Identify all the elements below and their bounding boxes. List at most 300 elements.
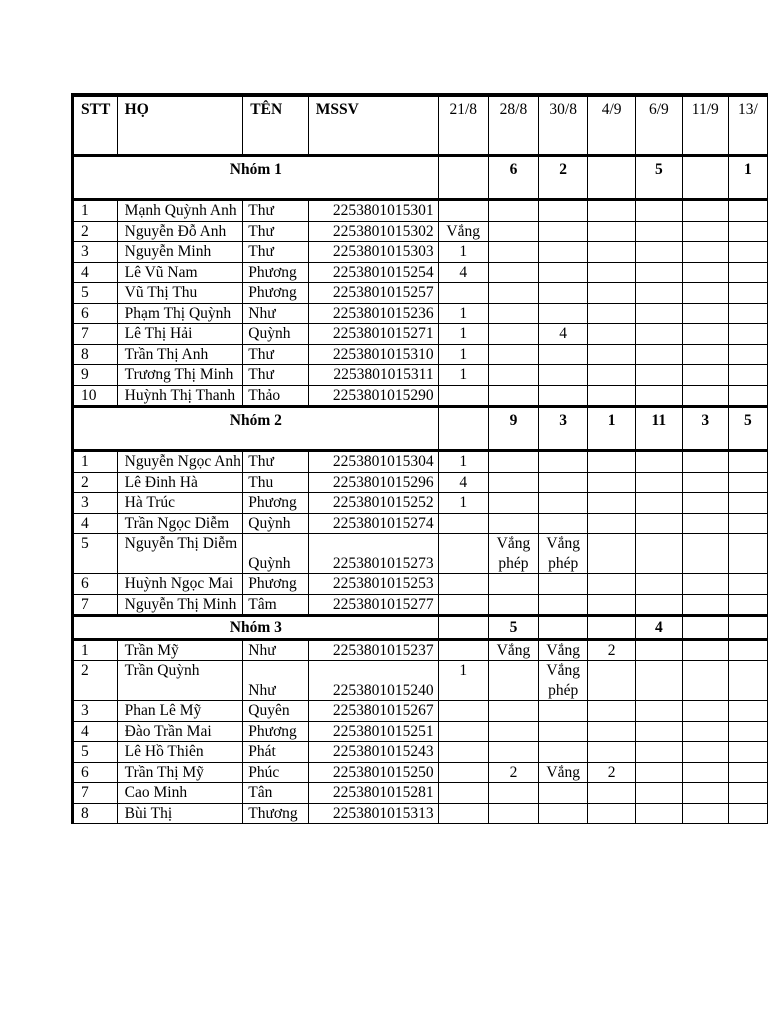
attendance-cell: 4 — [438, 472, 488, 493]
ten-cell: Thư — [243, 344, 309, 365]
attendance-cell — [539, 451, 588, 473]
attendance-cell — [488, 803, 538, 824]
mssv-cell: 2253801015251 — [308, 721, 438, 742]
ho-cell: Lê Đinh Hà — [117, 472, 243, 493]
stt-cell: 1 — [73, 451, 118, 473]
attendance-cell — [635, 262, 682, 283]
attendance-cell — [488, 661, 538, 701]
attendance-cell — [539, 594, 588, 616]
stt-cell: 4 — [73, 513, 118, 534]
group-total-cell: 2 — [539, 156, 588, 200]
stt-cell: 4 — [73, 262, 118, 283]
header-stt: STT — [73, 95, 118, 156]
attendance-cell — [728, 385, 767, 407]
attendance-cell — [588, 365, 636, 386]
attendance-cell — [682, 639, 728, 661]
header-mssv: MSSV — [308, 95, 438, 156]
attendance-cell — [588, 701, 636, 722]
attendance-cell — [488, 242, 538, 263]
mssv-cell: 2253801015296 — [308, 472, 438, 493]
attendance-cell — [682, 534, 728, 574]
attendance-cell — [438, 701, 488, 722]
attendance-cell — [682, 385, 728, 407]
attendance-cell — [728, 803, 767, 824]
stt-cell: 6 — [73, 574, 118, 595]
stt-cell: 2 — [73, 661, 118, 701]
attendance-cell — [588, 242, 636, 263]
attendance-sheet — [71, 93, 768, 824]
attendance-cell — [588, 451, 636, 473]
attendance-cell — [438, 513, 488, 534]
attendance-cell — [488, 783, 538, 804]
attendance-cell — [682, 324, 728, 345]
attendance-cell — [728, 242, 767, 263]
ho-cell: Nguyễn Ngọc Anh — [117, 451, 243, 473]
attendance-cell — [635, 574, 682, 595]
attendance-cell — [728, 721, 767, 742]
attendance-cell — [488, 451, 538, 473]
attendance-cell — [539, 742, 588, 763]
attendance-cell: 2 — [588, 762, 636, 783]
stt-cell: 2 — [73, 221, 118, 242]
ten-cell: Phương — [243, 721, 309, 742]
stt-cell: 5 — [73, 742, 118, 763]
attendance-cell — [728, 513, 767, 534]
table-row — [73, 742, 768, 763]
attendance-cell — [682, 221, 728, 242]
ho-cell: Lê Hồ Thiên — [117, 742, 243, 763]
header-date: 13/ — [728, 95, 767, 156]
header-date: 11/9 — [682, 95, 728, 156]
attendance-cell — [539, 200, 588, 222]
group-total-cell: 5 — [488, 616, 538, 640]
group-total-cell: 1 — [588, 407, 636, 451]
attendance-cell — [635, 324, 682, 345]
ho-cell: Cao Minh — [117, 783, 243, 804]
attendance-cell — [588, 221, 636, 242]
header-date: 4/9 — [588, 95, 636, 156]
table-row — [73, 385, 768, 407]
mssv-cell: 2253801015301 — [308, 200, 438, 222]
stt-cell: 8 — [73, 803, 118, 824]
attendance-cell — [728, 200, 767, 222]
ten-cell: Quỳnh — [243, 513, 309, 534]
group-row — [73, 407, 768, 451]
attendance-cell — [728, 221, 767, 242]
attendance-cell: Vắng — [539, 639, 588, 661]
attendance-cell — [539, 262, 588, 283]
attendance-cell — [438, 574, 488, 595]
attendance-cell — [588, 324, 636, 345]
attendance-cell — [635, 221, 682, 242]
attendance-cell — [635, 472, 682, 493]
ten-cell: Thư — [243, 365, 309, 386]
attendance-cell — [682, 262, 728, 283]
table-row — [73, 803, 768, 824]
attendance-cell — [438, 803, 488, 824]
table-row — [73, 344, 768, 365]
header-ho: HỌ — [117, 95, 243, 156]
attendance-cell — [539, 303, 588, 324]
ten-cell: Quỳnh — [243, 324, 309, 345]
mssv-cell: 2253801015253 — [308, 574, 438, 595]
attendance-cell — [488, 721, 538, 742]
attendance-cell — [728, 262, 767, 283]
stt-cell: 7 — [73, 594, 118, 616]
attendance-cell — [438, 283, 488, 304]
attendance-cell — [438, 742, 488, 763]
stt-cell: 7 — [73, 783, 118, 804]
attendance-cell — [488, 493, 538, 514]
ho-cell: Trần Ngọc Diễm — [117, 513, 243, 534]
ten-cell: Thương — [243, 803, 309, 824]
table-row — [73, 451, 768, 473]
attendance-cell — [588, 493, 636, 514]
attendance-cell — [488, 344, 538, 365]
group-name: Nhóm 2 — [73, 407, 439, 451]
attendance-cell — [682, 493, 728, 514]
attendance-cell: 1 — [438, 365, 488, 386]
attendance-cell — [728, 451, 767, 473]
attendance-cell: 1 — [438, 324, 488, 345]
header-date: 6/9 — [635, 95, 682, 156]
attendance-cell — [728, 594, 767, 616]
header-date: 28/8 — [488, 95, 538, 156]
mssv-cell: 2253801015273 — [308, 534, 438, 574]
mssv-cell: 2253801015274 — [308, 513, 438, 534]
attendance-cell — [488, 742, 538, 763]
attendance-cell — [728, 701, 767, 722]
ho-cell: Lê Thị Hải — [117, 324, 243, 345]
table-row — [73, 365, 768, 386]
attendance-cell: Vắng — [438, 221, 488, 242]
attendance-cell — [682, 701, 728, 722]
attendance-cell — [588, 803, 636, 824]
ho-cell: Trần Thị Mỹ — [117, 762, 243, 783]
attendance-cell — [728, 574, 767, 595]
attendance-cell — [488, 701, 538, 722]
attendance-cell — [588, 534, 636, 574]
ten-cell: Phúc — [243, 762, 309, 783]
attendance-cell — [682, 803, 728, 824]
attendance-cell — [539, 242, 588, 263]
attendance-cell — [682, 594, 728, 616]
stt-cell: 7 — [73, 324, 118, 345]
attendance-cell: Vắng phép — [488, 534, 538, 574]
attendance-cell — [438, 639, 488, 661]
ho-cell: Huỳnh Thị Thanh — [117, 385, 243, 407]
attendance-cell — [488, 574, 538, 595]
ten-cell: Như — [243, 639, 309, 661]
attendance-cell — [588, 303, 636, 324]
ten-cell: Quyên — [243, 701, 309, 722]
ten-cell: Phát — [243, 742, 309, 763]
attendance-cell — [588, 472, 636, 493]
table-row — [73, 639, 768, 661]
mssv-cell: 2253801015310 — [308, 344, 438, 365]
mssv-cell: 2253801015243 — [308, 742, 438, 763]
stt-cell: 2 — [73, 472, 118, 493]
attendance-cell — [488, 303, 538, 324]
attendance-cell — [682, 513, 728, 534]
stt-cell: 8 — [73, 344, 118, 365]
ten-cell: Quỳnh — [243, 534, 309, 574]
group-total-cell: 9 — [488, 407, 538, 451]
group-total-cell — [438, 616, 488, 640]
attendance-cell: 1 — [438, 303, 488, 324]
ten-cell: Tân — [243, 783, 309, 804]
attendance-cell — [588, 742, 636, 763]
attendance-cell: 4 — [539, 324, 588, 345]
table-row — [73, 324, 768, 345]
ho-cell: Hà Trúc — [117, 493, 243, 514]
attendance-cell: 1 — [438, 242, 488, 263]
mssv-cell: 2253801015281 — [308, 783, 438, 804]
ho-cell: Huỳnh Ngọc Mai — [117, 574, 243, 595]
attendance-cell — [635, 493, 682, 514]
ho-cell: Trương Thị Minh — [117, 365, 243, 386]
group-total-cell — [682, 616, 728, 640]
ho-cell: Nguyễn Thị Diễm — [117, 534, 243, 574]
attendance-cell — [728, 762, 767, 783]
attendance-cell — [588, 783, 636, 804]
attendance-cell — [728, 493, 767, 514]
mssv-cell: 2253801015250 — [308, 762, 438, 783]
mssv-cell: 2253801015237 — [308, 639, 438, 661]
stt-cell: 1 — [73, 639, 118, 661]
attendance-cell — [635, 365, 682, 386]
attendance-cell — [728, 344, 767, 365]
attendance-cell — [682, 783, 728, 804]
attendance-cell — [728, 534, 767, 574]
table-row — [73, 762, 768, 783]
group-total-cell — [438, 407, 488, 451]
group-total-cell: 3 — [539, 407, 588, 451]
table-row — [73, 701, 768, 722]
mssv-cell: 2253801015290 — [308, 385, 438, 407]
attendance-cell — [728, 365, 767, 386]
group-total-cell — [728, 616, 767, 640]
attendance-cell — [682, 574, 728, 595]
attendance-cell — [539, 721, 588, 742]
attendance-cell — [539, 365, 588, 386]
attendance-cell — [728, 661, 767, 701]
stt-cell: 6 — [73, 762, 118, 783]
stt-cell: 5 — [73, 283, 118, 304]
attendance-cell — [588, 721, 636, 742]
mssv-cell: 2253801015313 — [308, 803, 438, 824]
attendance-cell — [539, 513, 588, 534]
attendance-cell — [588, 262, 636, 283]
attendance-cell — [635, 639, 682, 661]
attendance-cell — [539, 701, 588, 722]
group-row — [73, 616, 768, 640]
attendance-cell — [539, 472, 588, 493]
attendance-cell — [488, 200, 538, 222]
attendance-cell — [682, 303, 728, 324]
attendance-cell — [488, 262, 538, 283]
attendance-cell — [682, 762, 728, 783]
attendance-cell — [438, 721, 488, 742]
group-total-cell: 4 — [635, 616, 682, 640]
mssv-cell: 2253801015257 — [308, 283, 438, 304]
stt-cell: 9 — [73, 365, 118, 386]
stt-cell: 1 — [73, 200, 118, 222]
ho-cell: Nguyễn Đỗ Anh — [117, 221, 243, 242]
attendance-cell — [728, 324, 767, 345]
attendance-cell — [635, 513, 682, 534]
attendance-cell — [728, 283, 767, 304]
attendance-cell — [635, 594, 682, 616]
mssv-cell: 2253801015304 — [308, 451, 438, 473]
group-row — [73, 156, 768, 200]
attendance-cell — [728, 783, 767, 804]
attendance-cell — [539, 283, 588, 304]
stt-cell: 5 — [73, 534, 118, 574]
attendance-cell — [588, 513, 636, 534]
attendance-cell — [635, 344, 682, 365]
ten-cell: Như — [243, 303, 309, 324]
attendance-cell — [488, 472, 538, 493]
table-row — [73, 303, 768, 324]
table-row — [73, 200, 768, 222]
attendance-cell: 2 — [588, 639, 636, 661]
attendance-cell — [682, 344, 728, 365]
ten-cell: Phương — [243, 283, 309, 304]
stt-cell: 3 — [73, 242, 118, 263]
group-total-cell: 3 — [682, 407, 728, 451]
attendance-cell — [588, 661, 636, 701]
attendance-cell — [682, 742, 728, 763]
group-total-cell — [438, 156, 488, 200]
attendance-cell: 1 — [438, 661, 488, 701]
mssv-cell: 2253801015240 — [308, 661, 438, 701]
ten-cell: Thư — [243, 242, 309, 263]
attendance-cell — [488, 365, 538, 386]
ten-cell: Phương — [243, 493, 309, 514]
attendance-cell — [488, 283, 538, 304]
group-total-cell — [588, 616, 636, 640]
attendance-cell — [682, 365, 728, 386]
ten-cell: Tâm — [243, 594, 309, 616]
ho-cell: Mạnh Quỳnh Anh — [117, 200, 243, 222]
group-total-cell — [539, 616, 588, 640]
attendance-cell — [635, 783, 682, 804]
table-row — [73, 594, 768, 616]
attendance-cell — [682, 721, 728, 742]
attendance-cell — [539, 221, 588, 242]
attendance-cell: 2 — [488, 762, 538, 783]
attendance-cell: 4 — [438, 262, 488, 283]
attendance-cell — [588, 594, 636, 616]
attendance-cell — [635, 283, 682, 304]
attendance-cell — [588, 385, 636, 407]
header-row — [73, 95, 768, 156]
table-row — [73, 513, 768, 534]
attendance-cell — [588, 344, 636, 365]
mssv-cell: 2253801015277 — [308, 594, 438, 616]
group-total-cell: 6 — [488, 156, 538, 200]
table-row — [73, 721, 768, 742]
attendance-cell — [635, 803, 682, 824]
table-body — [73, 156, 768, 824]
ho-cell: Phạm Thị Quỳnh — [117, 303, 243, 324]
attendance-cell: 1 — [438, 451, 488, 473]
group-total-cell: 5 — [635, 156, 682, 200]
attendance-cell — [635, 451, 682, 473]
attendance-cell — [682, 472, 728, 493]
header-ten: TÊN — [243, 95, 309, 156]
group-total-cell — [682, 156, 728, 200]
ho-cell: Trần Thị Anh — [117, 344, 243, 365]
attendance-cell — [539, 803, 588, 824]
mssv-cell: 2253801015271 — [308, 324, 438, 345]
table-row — [73, 493, 768, 514]
attendance-cell — [635, 303, 682, 324]
ten-cell: Phương — [243, 574, 309, 595]
attendance-cell — [488, 221, 538, 242]
attendance-cell — [682, 242, 728, 263]
group-name: Nhóm 3 — [73, 616, 439, 640]
mssv-cell: 2253801015267 — [308, 701, 438, 722]
attendance-cell — [728, 303, 767, 324]
attendance-cell — [539, 783, 588, 804]
ho-cell: Đào Trần Mai — [117, 721, 243, 742]
ho-cell: Nguyễn Thị Minh — [117, 594, 243, 616]
attendance-cell — [539, 385, 588, 407]
table-row — [73, 574, 768, 595]
attendance-cell — [728, 472, 767, 493]
attendance-cell — [588, 574, 636, 595]
mssv-cell: 2253801015303 — [308, 242, 438, 263]
ho-cell: Phan Lê Mỹ — [117, 701, 243, 722]
stt-cell: 6 — [73, 303, 118, 324]
attendance-cell — [635, 661, 682, 701]
attendance-cell — [438, 534, 488, 574]
attendance-cell — [728, 742, 767, 763]
attendance-cell — [682, 200, 728, 222]
attendance-cell — [635, 742, 682, 763]
attendance-cell — [438, 594, 488, 616]
attendance-cell — [488, 324, 538, 345]
stt-cell: 4 — [73, 721, 118, 742]
attendance-cell — [539, 493, 588, 514]
attendance-cell: Vắng phép — [539, 661, 588, 701]
table-row — [73, 534, 768, 574]
ten-cell: Như — [243, 661, 309, 701]
ho-cell: Trần Mỹ — [117, 639, 243, 661]
group-total-cell — [588, 156, 636, 200]
attendance-cell: Vắng phép — [539, 534, 588, 574]
attendance-cell — [635, 200, 682, 222]
attendance-cell — [635, 534, 682, 574]
header-date: 30/8 — [539, 95, 588, 156]
attendance-cell — [588, 200, 636, 222]
attendance-cell — [438, 762, 488, 783]
attendance-cell — [438, 385, 488, 407]
ten-cell: Thư — [243, 200, 309, 222]
ten-cell: Thư — [243, 451, 309, 473]
attendance-cell — [488, 385, 538, 407]
attendance-cell — [635, 721, 682, 742]
group-total-cell: 11 — [635, 407, 682, 451]
mssv-cell: 2253801015302 — [308, 221, 438, 242]
ten-cell: Thảo — [243, 385, 309, 407]
attendance-cell — [438, 200, 488, 222]
attendance-cell — [488, 513, 538, 534]
attendance-cell — [539, 574, 588, 595]
attendance-cell — [635, 385, 682, 407]
